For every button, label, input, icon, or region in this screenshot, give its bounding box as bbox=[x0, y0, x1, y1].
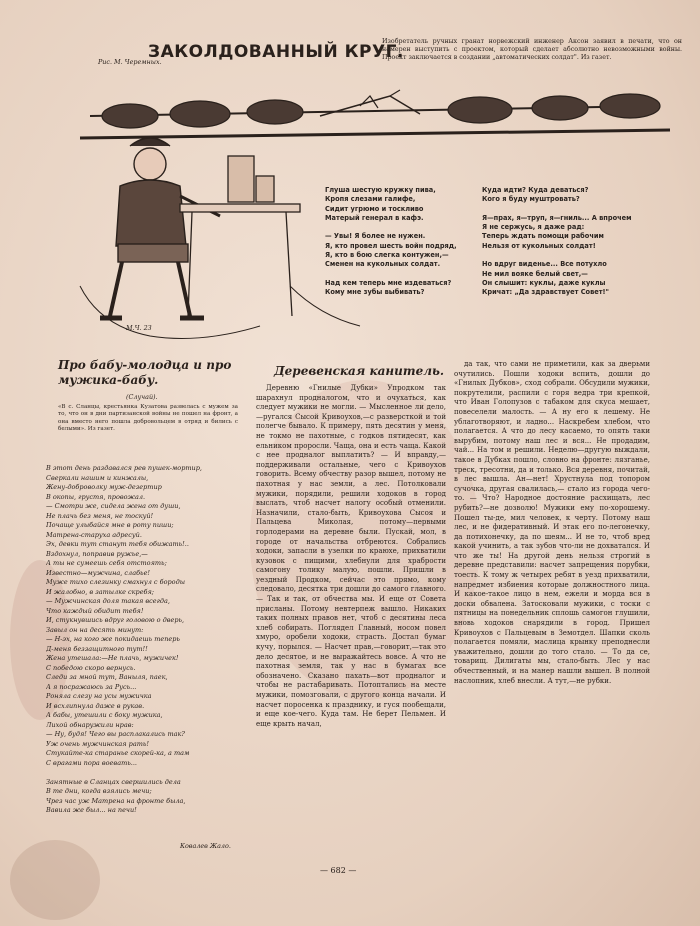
marching-soldiers-frieze bbox=[80, 90, 670, 138]
cartoon-title: ЗАКОЛДОВАННЫЙ КРУГ. bbox=[148, 42, 404, 62]
verse-line: Но вдруг виденье... Все потухло bbox=[482, 260, 607, 269]
verse-line: Кого я буду муштровать? bbox=[482, 195, 580, 204]
verse-line: Куда идти? Куда деваться? bbox=[482, 186, 589, 194]
poem-line: Лихой обнаружили нрав: bbox=[46, 720, 134, 729]
poem-line: Уж очень мужчинская рать! bbox=[46, 739, 150, 748]
verse-line: Теперь ждать помощи рабочим bbox=[482, 232, 604, 241]
poem-line: — Н-эх, на кого же покидаешь теперь bbox=[46, 635, 180, 643]
poem-line: А ты не сумеешь себя отстоять; bbox=[46, 559, 167, 567]
verse-line: Над кем теперь мне издеваться? bbox=[325, 278, 452, 287]
verse-line: Я—прах, я—труп, я—гниль... А впрочем bbox=[482, 213, 632, 222]
story-column-2 bbox=[454, 360, 650, 856]
poem-line: Известно—мужчина, слабье! bbox=[46, 568, 151, 577]
poem-line: Почаще улыбайся мне в роту пиши; bbox=[46, 521, 174, 529]
verse-line: Я, кто в бою слегка контужен,— bbox=[325, 251, 449, 260]
poem-line: Д-меня беззащитного тут!! bbox=[46, 644, 148, 653]
poem-line: Сверкали нашим и кинжалы, bbox=[46, 473, 149, 482]
story-text: да так, что сами не приметили, как за дверьми очутились. Пошли ходоки вспить, дошли до «Гнилых Дубков», сход собрали. Обсудили мужики, покрутелили, распили с горя ведра три крепкой, что Иван Голопузов с табаком для скуса мешает, повеселели малость. — А ну его к лешему. Не ублаготворяют, и ладно... Наскребем хлебом, что полагается. А что до лесу касаемо, то опять таки вырубим, потому наш лес и вся... Не продадим, чай... На том и решили. Неделю—другую выждали, такое в Дубках пошло, словно на фронте: лязганье, треск, тресотни, да и только. Вся деревня, почитай, в лес вышла. Ан—нет! Хрустнула под топором сучочка, другая свалилась,— стало из города чего-то. — Что? Народное достояние расхищать, лес рубить?—не дозволю! Мужики ему по-хорошему. Пошел ты-де, мил человек, к черту. Потому наш лес, и не фидеративный. И этак его по-легонечку, да потихонечку, да по шеям... И не то, чтоб вред какой учинить, а так зубов что-ли не дохватался. И что же ты! На другой день нельзя строгий в деревне представили: насчет запрещения порубки, тоесть. К тому ж четырех ребят в уезд прихватили, напредмет избиения которые должностного лица. И какое-такое лицо в нем, ежели и морда вся в доски обвалена. Затосковали мужики, с тоски с пятницы на понедельник сплошь самогон глушили, вновь ходоков снарядили в город. Пришел Кривоухов с Пальцевым в Земотдел. Шапки сколь полагается помяли, маслица крынку преподнесли уважительно, дошли до того стало. — То да се, товарищ. Дилигаты мы, стало-быть. Лес у нас обчественный, и на манер нашли вышел. В полной наслопник, хлеб внесли. А тут,—не рубки. bbox=[454, 360, 650, 685]
page-number: — 682 — bbox=[320, 866, 357, 875]
verse-line bbox=[482, 251, 632, 260]
poem-line: Занятные в Сланцах свершились дела bbox=[46, 777, 181, 786]
story-text: Деревню «Гнилые Дубки» Упродком так шарахнул продналогом, что и очухаться, как следует мужики не могли. — Мысленное ли дело,—ругался Сысой Кривоухов,—с разверсткой и той полегче бывало. К примеру, пять десятин у меня, не токмо не пахотные, с годков пятидесят, как ельником проросли. Чаща, она и есть чаща. Какой с нее продналог выплатить? — И вправду,—поддерживали остальные, чего с Кривоухов говорить. Всему обчеству разор вышел, потому не пахотная у нас земли, а лес. Потолковали мужики, порядили, решили ходоков в город выслать, чтоб насчет налогу особый отменили. Назначили, стало-быть, Кривоухова Сысоя и Пальцева Миколая, потому—первыми горлодерами на деревне были. Пускай, мол, в городе от начальства отбреются. Собрались ходоки, запасли в узелки по краюхе, прихватили кузовок с пищими, хлебнули для храбрости самогону толику малую, пошли. Пришли в уездный Продком, сейчас это прямо, кому следовало, десятка три дошли до самого главного. — Так и так, от обчества мы. И еще от Совета присланы. Потому невтерпеж вышло. Никаких таких полных правов нет, чтоб с десятины леса хлеб собирать. Поглядел Главный, носом повел хмуро, оробели ходоки, страсть. Достал бумаг кучу, порылся. — Насчет прав,—говорит,—так это дело десятое, и не выражайтесь вовсе. А что не пахотная земля, так у нас в бумагах все обозначено. Сказано пахать—вот продналог и чтобы не растабаривать. Потоптались на месте мужики, помозговали, с другого конца начали. И насчет поросенка к празднику, и гуся пообещали, и еще кое-чего. Куда там. Не берет Пельмен. И еще крыть начал, bbox=[256, 384, 446, 728]
poem-line: И всхлипнула даже в рукав. bbox=[46, 701, 145, 710]
poem-line: А я посражаюсь за Русь... bbox=[46, 682, 137, 691]
verse-line: Глуша шестую кружку пива, bbox=[325, 186, 436, 194]
artist-credit: Рис. М. Черемных. bbox=[98, 58, 162, 66]
story-title: Деревенская канитель. bbox=[274, 364, 445, 378]
poem-line: Вздохнул, поправив ружье,— bbox=[46, 549, 148, 558]
poem-line: — Смотри же, сидела жена от души, bbox=[46, 502, 181, 510]
poem-line: В окопы, грустя, провожал. bbox=[46, 492, 146, 501]
verse-line: Кропя слезами галифе, bbox=[325, 195, 416, 204]
verse-line: Матерый генерал в кафэ. bbox=[325, 213, 424, 222]
verse-line: Нельзя от кукольных солдат! bbox=[482, 241, 596, 250]
poem-line: В те дни, когда взялись мечи; bbox=[46, 787, 152, 795]
poem-line: — Мужчинская доля такая всегда, bbox=[46, 597, 170, 605]
paper-stain bbox=[10, 840, 100, 920]
verse-line: Кому мне зубы выбивать? bbox=[325, 288, 425, 297]
poem-line: Не плачь без меня, не тоскуй! bbox=[46, 511, 154, 520]
ornament-flourish bbox=[80, 286, 360, 338]
poem-line: Жена утешала:—Не плачь, мужичек! bbox=[46, 654, 179, 662]
poem-title: Про бабу-молодца и про мужика-бабу. bbox=[58, 358, 232, 387]
verse-line: Я, кто провел шесть войн подряд, bbox=[325, 241, 457, 250]
poem-signature: Ковалев Жало. bbox=[180, 842, 231, 850]
verse-line bbox=[325, 270, 457, 279]
verse-line: Сменен на кукольных солдат. bbox=[325, 260, 441, 269]
story-column-1 bbox=[256, 384, 446, 856]
poem-line: И жалобно, в затылке скребя; bbox=[46, 587, 154, 596]
verse-column-1 bbox=[325, 186, 457, 298]
poem-line: В этот день раздавался рев пушек-мортир, bbox=[46, 464, 202, 472]
poem-line: Эх, девки тут станут тебя обижать!.. bbox=[46, 540, 189, 548]
poem-line: Матрена-старуха адресуй. bbox=[46, 530, 142, 539]
poem-line: Чрез час уж Матрена на фронте была, bbox=[46, 796, 186, 805]
poem-line: Следи за мной тут, Ваныля, паек, bbox=[46, 673, 168, 681]
poem-line: Стукайте-ка старанье скорей-ка, а там bbox=[46, 749, 190, 757]
verse-line: — Увы! Я более не нужен. bbox=[325, 232, 426, 241]
poem-line: А бабы, утешили с боку мужика, bbox=[46, 711, 163, 719]
verse-line: Я не сержусь, я даже рад: bbox=[482, 223, 585, 232]
cafe-table-with-mugs bbox=[180, 156, 300, 316]
poem-line: Жену-доброволку муж-дезертир bbox=[46, 483, 162, 491]
poem-line: С победою скоро вернусь. bbox=[46, 663, 136, 672]
general-figure bbox=[100, 138, 220, 318]
poem-line bbox=[46, 768, 236, 778]
verse-line: Кричат: „Да здравствует Совет!" bbox=[482, 288, 609, 297]
verse-line: Сидит угрюмо и тоскливо bbox=[325, 204, 424, 213]
verse-line bbox=[482, 205, 632, 214]
poem-text bbox=[46, 464, 236, 816]
poem-line: — Ну, будя! Чего вы расплакались так? bbox=[46, 730, 185, 738]
poem-line: Вавила же был... на печи! bbox=[46, 806, 137, 814]
verse-line: Он слышит: куклы, даже куклы bbox=[482, 278, 606, 287]
news-note: Изобретатель ручных гранат норвежский инженер Аксон заявил в печати, что он намерен выступить с проектом, который сделает абсолютно невозможными войны. Проект заключается в создании „автоматических солдат". Из газет. bbox=[382, 38, 682, 62]
poem-line: И, стукнувшись вдруг головою о дверь, bbox=[46, 616, 185, 624]
poem-line: Завыл он на десять минут: bbox=[46, 625, 144, 634]
poem-line: Что каждый обидит тебя! bbox=[46, 606, 144, 615]
verse-line: Не мил вояке белый свет,— bbox=[482, 269, 588, 278]
illustration-signature: М.Ч. 23 bbox=[126, 324, 152, 332]
poem-subtitle: (Случай). bbox=[126, 393, 158, 401]
poem-epigraph: «В с. Сланцы, крестьянка Кузатова развелась с мужем за то, что он в дни партизанской войны не пошел на фронт, а она вместо него пошла добровольцем в отряд и бились с белыми». Из газет. bbox=[58, 404, 238, 433]
poem-line: Роняла слезу на усы мужичка bbox=[46, 692, 152, 700]
verse-column-2 bbox=[482, 186, 632, 298]
verse-line bbox=[325, 223, 457, 232]
poem-line: Муже тихо слезинку смахнул с бороды bbox=[46, 578, 185, 586]
poem-line: С врагами пора воевать... bbox=[46, 758, 137, 767]
